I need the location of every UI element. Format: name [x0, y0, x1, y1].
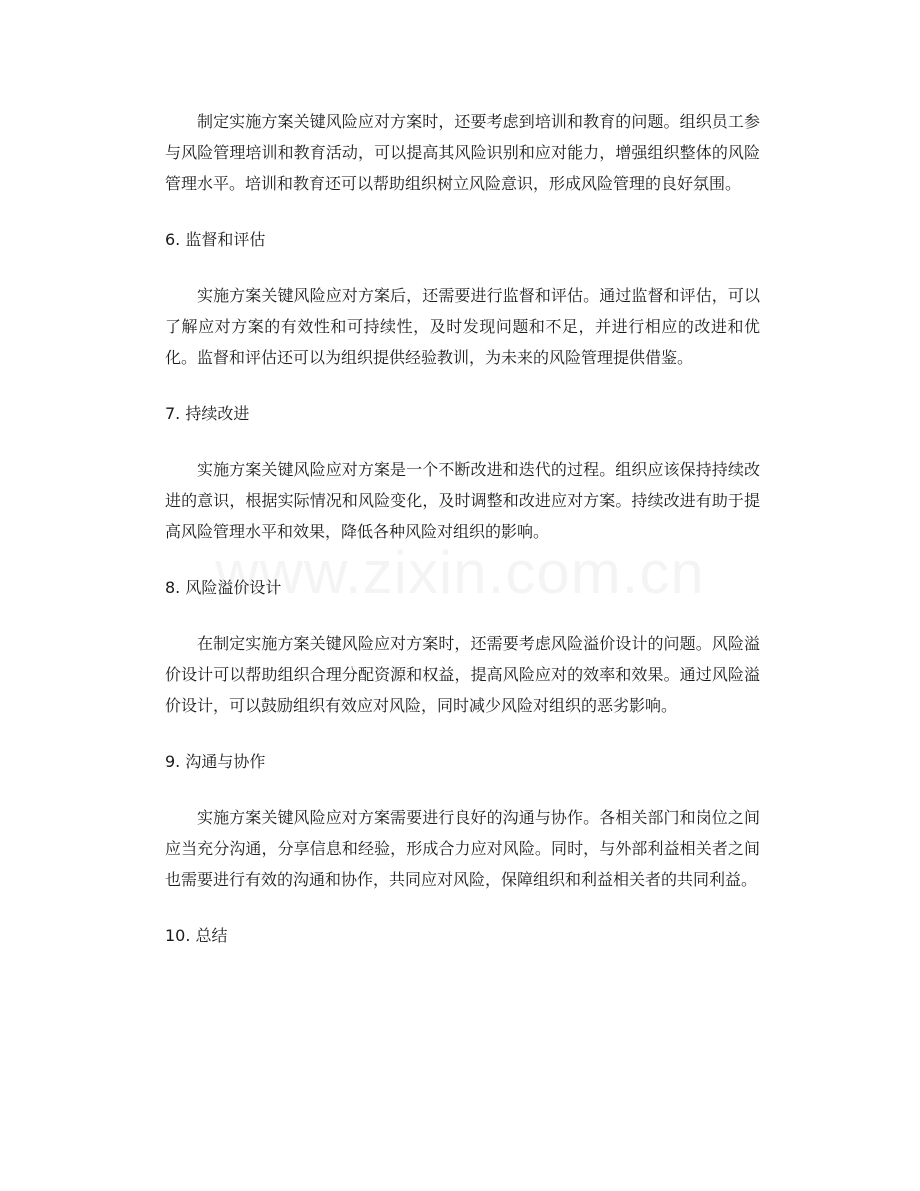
- document-body: [165, 106, 760, 976]
- section-heading-6: 6. 监督和评估: [165, 230, 266, 249]
- paragraph-improvement: 实施方案关键风险应对方案是一个不断改进和迭代的过程。组织应该保持持续改进的意识，根据实际情况和风险变化，及时调整和改进应对方案。持续改进有助于提高风险管理水平和效果，降低各种风险对组织的影响。: [165, 460, 760, 541]
- section-heading-7: 7. 持续改进: [165, 404, 250, 423]
- paragraph-monitoring: 实施方案关键风险应对方案后，还需要进行监督和评估。通过监督和评估，可以了解应对方案的有效性和可持续性，及时发现问题和不足，并进行相应的改进和优化。监督和评估还可以为组织提供经验教训，为未来的风险管理提供借鉴。: [165, 286, 760, 367]
- paragraph-risk-premium: 在制定实施方案关键风险应对方案时，还需要考虑风险溢价设计的问题。风险溢价设计可以帮助组织合理分配资源和权益，提高风险应对的效率和效果。通过风险溢价设计，可以鼓励组织有效应对风险，同时减少风险对组织的恶劣影响。: [165, 634, 760, 715]
- paragraph-communication: 实施方案关键风险应对方案需要进行良好的沟通与协作。各相关部门和岗位之间应当充分沟通，分享信息和经验，形成合力应对风险。同时，与外部利益相关者之间也需要进行有效的沟通和协作，共同应对风险，保障组织和利益相关者的共同利益。: [165, 808, 760, 889]
- section-heading-9: 9. 沟通与协作: [165, 752, 266, 771]
- paragraph-training: 制定实施方案关键风险应对方案时，还要考虑到培训和教育的问题。组织员工参与风险管理培训和教育活动，可以提高其风险识别和应对能力，增强组织整体的风险管理水平。培训和教育还可以帮助组织树立风险意识，形成风险管理的良好氛围。: [165, 112, 760, 193]
- section-heading-10: 10. 总结: [165, 926, 228, 945]
- section-heading-8: 8. 风险溢价设计: [165, 578, 282, 597]
